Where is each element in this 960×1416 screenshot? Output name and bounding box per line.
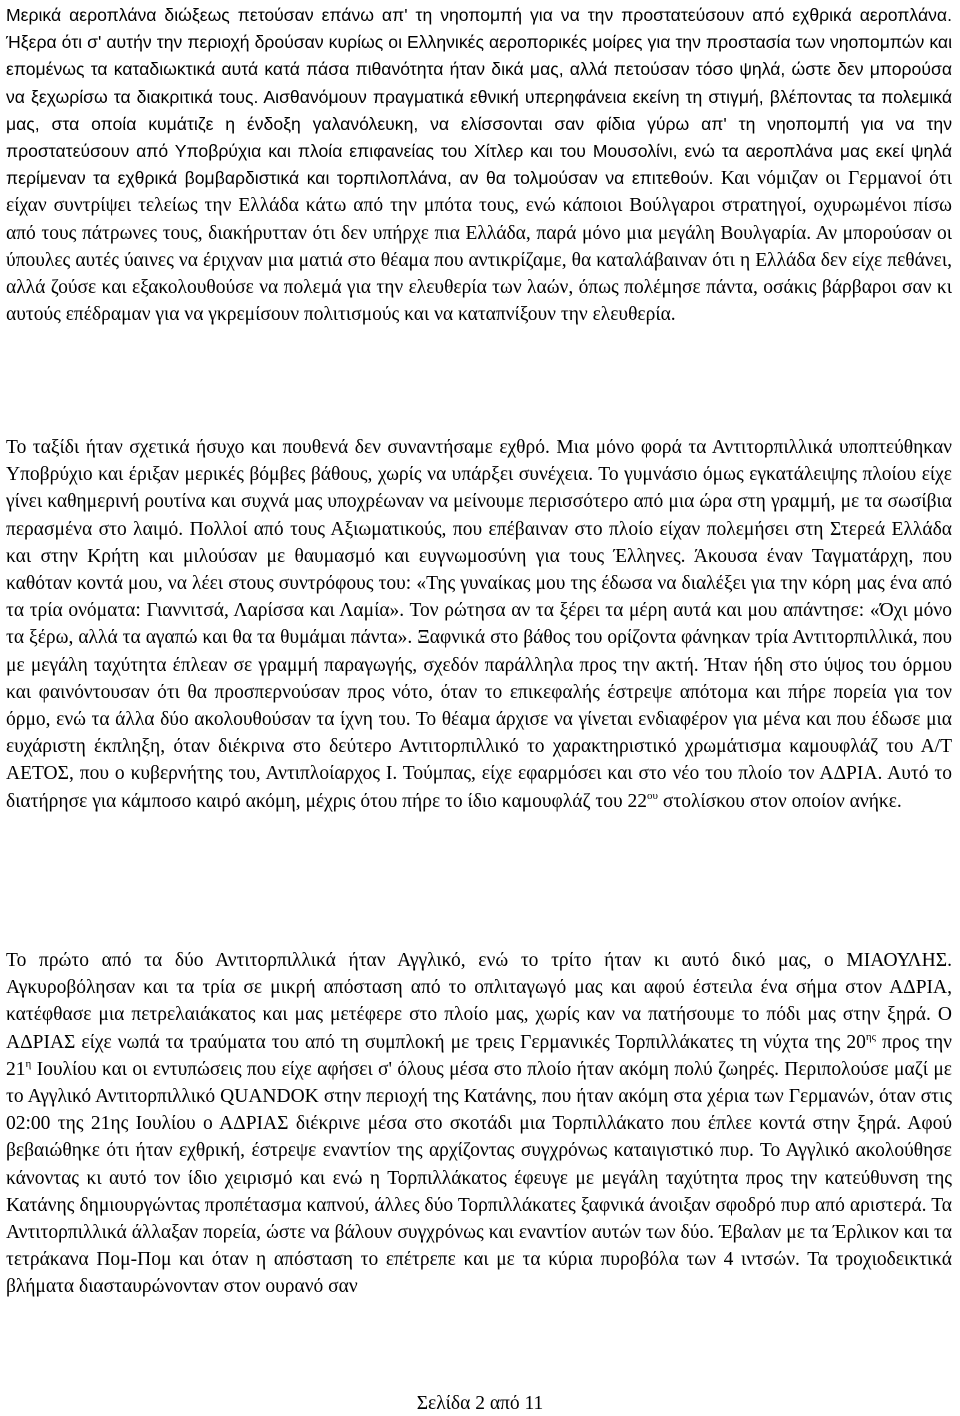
paragraph-2 xyxy=(6,434,952,815)
paragraph-text-segment: Μερικά αεροπλάνα διώξεως πετούσαν επάνω απ' τη νηοπομπή για να την προστατεύσουν από εχθρικά αεροπλάνα. Ήξερα ότι σ' αυτήν την περιοχή δρούσαν κυρίως οι Ελληνικές αεροπορικές μοίρες για την προστασία των νηοπομπών και επομένως τα καταδιωκτικά αυτά κατά πάσα πιθανότητα ήταν δικά μας, αλλά πετούσαν τόσο ψηλά, ώστε δεν μπορούσα να ξεχωρίσω τα διακριτικά τους. Αισθανόμουν πραγματικά εθνική υπερηφάνεια εκείνη τη στιγμή, βλέποντας τα πολεμικά μας, στα οποία κυμάτιζε η ένδοξη γαλανόλευκη, να ελίσσονται σαν φίδια γύρω απ' τη νηοπομπή για να την προστατεύσουν από Υποβρύχια και πλοία επιφανείας του Χίτλερ και του Μουσολίνι, ενώ τα αεροπλάνα μας εκεί ψηλά περίμεναν τα εχθρικά βομβαρδιστικά και τορπιλοπλάνα, αν θα τολμούσαν να επιτεθούν. xyxy=(6,5,952,189)
superscript-text: ης xyxy=(865,1030,877,1043)
paragraph-text-segment: Το ταξίδι ήταν σχετικά ήσυχο και πουθενά δεν συναντήσαμε εχθρό. Μια μόνο φορά τα Αντιτορπιλλικά υποπτεύθηκαν Υποβρύχιο και έριξαν μερικές βόμβες βάθους, χωρίς να υπάρξει συνέχεια. Το γυμνάσιο όμως εγκατάλειψης πλοίου είχε γίνει καθημερινή ρουτίνα και συχνά μας υποχρέωναν να μείνουμε περισσότερο από μια ώρα στη γραμμή, με τα σωσίβια περασμένα στο λαιμό. Πολλοί από τους Αξιωματικούς, που επέβαιναν στο πλοίο είχαν πολεμήσει στη Στερεά Ελλάδα και στην Κρήτη και μιλούσαν με θαυμασμό και ευγνωμοσύνη για τους Έλληνες. Άκουσα έναν Ταγματάρχη, που καθόταν κοντά μου, να λέει στους συντρόφους του: «Της γυναίκας μου της έδωσα να διαλέξει για την κόρη μας ένα από τα τρία ονόματα: Γιαννιτσά, Λαρίσσα και Λαμία». Τον ρώτησα αν τα ξέρει τα μέρη αυτά και μου απάντησε: «Όχι μόνο τα ξέρω, αλλά τα αγαπώ και θα τα θυμάμαι πάντα». Ξαφνικά στο βάθος του ορίζοντα φάνηκαν τρία Αντιτορπιλλικά, που με μεγάλη ταχύτητα έπλεαν σε γραμμή παραγωγής, σχεδόν παράλληλα προς την ακτή. Ήταν ήδη στο ύψος του όρμου και φαινόντουσαν ότι θα προσπερνούσαν προς νότο, όταν το επικεφαλής έστρεψε απότομα και πήρε πορεία για τον όρμο, ενώ τα άλλα δύο ακολουθούσαν τα ίχνη του. Το θέαμα άρχισε να γίνεται ενδιαφέρον για μένα και που έδωσε μια ευχάριστη έκπληξη, όταν διέκρινα στο δεύτερο Αντιτορπιλλικό το χαρακτηριστικό χρωμάτισμα καμουφλάζ του Α/Τ ΑΕΤΟΣ, που ο κυβερνήτης του, Αντιπλοίαρχος Ι. Τούμπας, είχε εφαρμόσει και στο νέο του πλοίο τον ΑΔΡΙΑ. Αυτό το διατήρησε για κάμποσο καιρό ακόμη, μέχρις ότου πήρε το ίδιο καμουφλάζ του 22 xyxy=(6,437,952,812)
superscript-text: η xyxy=(25,1057,32,1070)
paragraph-3 xyxy=(6,947,952,1301)
paragraph-1 xyxy=(6,2,952,328)
paragraph-text-segment: Και νόμιζαν οι Γερμανοί ότι είχαν συντρίψει τελείως την Ελλάδα κάτω από την μπότα τους, ενώ κάποιοι Βούλγαροι στρατηγοί, οχυρωμένοι πίσω από τους πάτρωνες τους, διακήρυτταν ότι δεν υπήρχε πια Ελλάδα, παρά μόνο μια μεγάλη Βουλγαρία. Αν μπορούσαν οι ύπουλες αυτές ύαινες να έριχναν μια ματιά στο θέαμα που αντικρίζαμε, θα καταλάβαιναν ότι η Ελλάδα δεν είχε πεθάνει, αλλά ζούσε και εξακολουθούσε να πολεμά για την ελευθερία των λαών, όπως πολέμησε πάντα, οσάκις βάρβαροι σαν κι αυτούς επέδραμαν για να γκρεμίσουν πολιτισμούς και να καταπνίξουν την ελευθερία. xyxy=(6,168,952,326)
page-footer: Σελίδα 2 από 11 xyxy=(416,1393,544,1414)
superscript-text: ου xyxy=(647,789,658,802)
paragraph-text-segment: προς την 21 xyxy=(6,1031,952,1080)
paragraph-text-segment: Το πρώτο από τα δύο Αντιτορπιλλικά ήταν Αγγλικό, ενώ το τρίτο ήταν κι αυτό δικό μας, ο ΜΙΑΟΥΛΗΣ. Αγκυροβόλησαν και τα τρία σε μικρή απόσταση από το οπλιταγωγό μας και αφού έστειλα ένα σήμα στον ΑΔΡΙΑ, κατέφθασε μια πετρελαιάκατος και μας μετέφερε στο πλοίο μας, χωρίς καν να πατήσουμε το πόδι μας στην ξηρά. Ο ΑΔΡΙΑΣ είχε νωπά τα τραύματα του από τη συμπλοκή με τρεις Γερμανικές Τορπιλλάκατες τη νύχτα της 20 xyxy=(6,950,952,1053)
paragraph-text-segment: Ιουλίου και οι εντυπώσεις που είχε αφήσει σ' όλους μέσα στο πλοίο ήταν ακόμη πολύ ζωηρές. Περιπολούσε μαζί με το Αγγλικό Αντιτορπιλλικό QUANDOK στην περιοχή της Κατάνης, που ήταν ακόμη στα χέρια των Γερμανών, όταν στις 02:00 της 21ης Ιουλίου ο ΑΔΡΙΑΣ διέκρινε μέσα στο σκοτάδι μια Τορπιλλάκατο που έπλεε κοντά στην ξηρά. Αφού βεβαιώθηκε ότι ήταν εχθρική, έστρεψε εναντίον της αρχίζοντας συγχρόνως καταιγιστικό πυρ. Το Αγγλικό ακολούθησε κάνοντας κι αυτό τον ίδιο χειρισμό και ενώ η Τορπιλλάκατος έφευγε με μεγάλη ταχύτητα προς την κατεύθυνση της Κατάνης δημιουργώντας προπέτασμα καπνού, άλλες δύο Τορπιλλάκατες ξαφνικά άνοιξαν σφοδρό πυρ από αριστερά. Τα Αντιτορπιλλικά άλλαξαν πορεία, ώστε να βάλουν συγχρόνως και εναντίον αυτών των δύο. Έβαλαν με τα Έρλικον και τα τετράκανα Πομ-Πομ και όταν η απόσταση το επέτρεπε και με τα κύρια πυροβόλα των 4 ιντσών. Τα τροχιοδεικτικά βλήματα διασταυρώνονταν στον ουρανό σαν xyxy=(6,1058,952,1298)
paragraph-text-segment: στολίσκου στον οποίον ανήκε. xyxy=(657,790,902,812)
